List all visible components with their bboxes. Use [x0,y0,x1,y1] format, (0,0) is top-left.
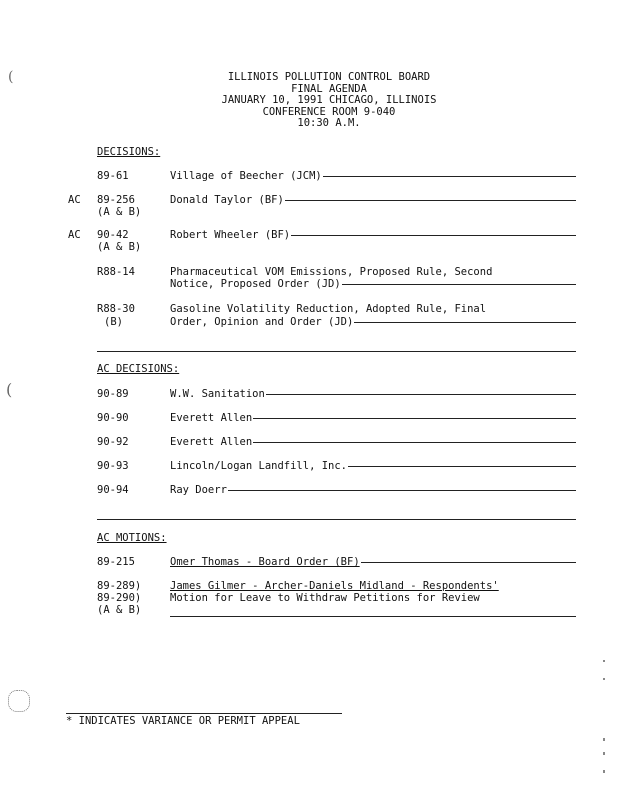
signature-line [291,235,576,236]
signature-line [354,322,576,323]
ac-motion-number-2: 89-290) [97,592,142,604]
ac-decision-item [170,437,576,448]
decision-text-cont: Order, Opinion and Order (JD) [170,316,354,328]
decision-number: R88-30 [97,303,135,315]
ac-decision-text: Everett Allen [170,436,253,448]
decision-item [170,230,576,241]
decision-item [170,171,576,182]
decision-number: 89-61 [97,170,129,182]
decision-text: Gasoline Volatility Reduction, Adopted Rule, Final [170,303,487,315]
ac-decision-item [170,461,576,472]
ac-decision-number: 90-90 [97,412,129,424]
decisions-title: DECISIONS: [97,146,161,158]
decision-sub: (A & B) [97,241,142,253]
signature-line [285,200,576,201]
signature-line [266,394,576,395]
signature-line [228,490,576,491]
scan-speck [603,678,605,680]
footnote: * INDICATES VARIANCE OR PERMIT APPEAL [66,715,300,727]
ac-motion-sub: (A & B) [97,604,142,616]
scan-speck [603,770,605,773]
margin-mark: ( [8,69,14,85]
section-divider [97,519,576,520]
ac-motion-text: James Gilmer - Archer-Daniels Midland - Respondents' [170,580,499,592]
section-divider [97,351,576,352]
ac-decision-item [170,485,576,496]
ac-prefix: AC [68,194,81,206]
decision-sub: (A & B) [97,206,142,218]
signature-line [323,176,576,177]
meeting-time: 10:30 A.M. [297,117,361,129]
ac-decision-number: 90-94 [97,484,129,496]
ac-motion-text-cont: Motion for Leave to Withdraw Petitions for Review [170,592,480,604]
ac-motion-number: 89-289) [97,580,142,592]
ac-decision-number: 90-93 [97,460,129,472]
decision-number: R88-14 [97,266,135,278]
decision-text-cont: Notice, Proposed Order (JD) [170,278,341,290]
scan-speck [603,752,605,755]
signature-line [253,442,576,443]
decision-text: Robert Wheeler (BF) [170,229,291,241]
margin-mark: ( [6,380,13,399]
decision-item [170,195,576,206]
scan-speck [603,738,605,741]
meeting-date-location: JANUARY 10, 1991 CHICAGO, ILLINOIS [221,94,437,106]
board-name: ILLINOIS POLLUTION CONTROL BOARD [227,71,431,83]
decision-text: Village of Beecher (JCM) [170,170,322,182]
signature-line [170,616,576,617]
signature-line [253,418,576,419]
decision-item [170,317,576,328]
ac-decision-item [170,413,576,424]
signature-line [348,466,576,467]
ac-decisions-title: AC DECISIONS: [97,363,180,375]
ac-motion-text: Omer Thomas - Board Order (BF) [170,556,360,568]
meeting-room: CONFERENCE ROOM 9-040 [262,105,396,118]
ac-motions-title: AC MOTIONS: [97,532,167,544]
ac-decision-text: W.W. Sanitation [170,388,265,400]
ac-decision-text: Ray Doerr [170,484,227,496]
decision-text: Donald Taylor (BF) [170,194,284,206]
decision-sub: (B) [104,316,123,328]
footnote-rule [66,713,342,714]
scan-speck [603,660,605,662]
scan-blot [8,690,30,712]
ac-decision-number: 90-89 [97,388,129,400]
signature-line [342,284,576,285]
signature-line [361,562,576,563]
decision-text: Pharmaceutical VOM Emissions, Proposed Rule, Second [170,266,493,278]
agenda-header [0,69,618,130]
decision-number: 90-42 [97,229,129,241]
agenda-type: FINAL AGENDA [291,82,367,95]
ac-decision-text: Lincoln/Logan Landfill, Inc. [170,460,348,472]
ac-motion-number: 89-215 [97,556,135,568]
ac-decision-item [170,389,576,400]
ac-motion-item [170,557,576,568]
ac-decision-number: 90-92 [97,436,129,448]
decision-item [170,279,576,290]
ac-decision-text: Everett Allen [170,412,253,424]
decision-number: 89-256 [97,194,135,206]
ac-prefix: AC [68,229,81,241]
